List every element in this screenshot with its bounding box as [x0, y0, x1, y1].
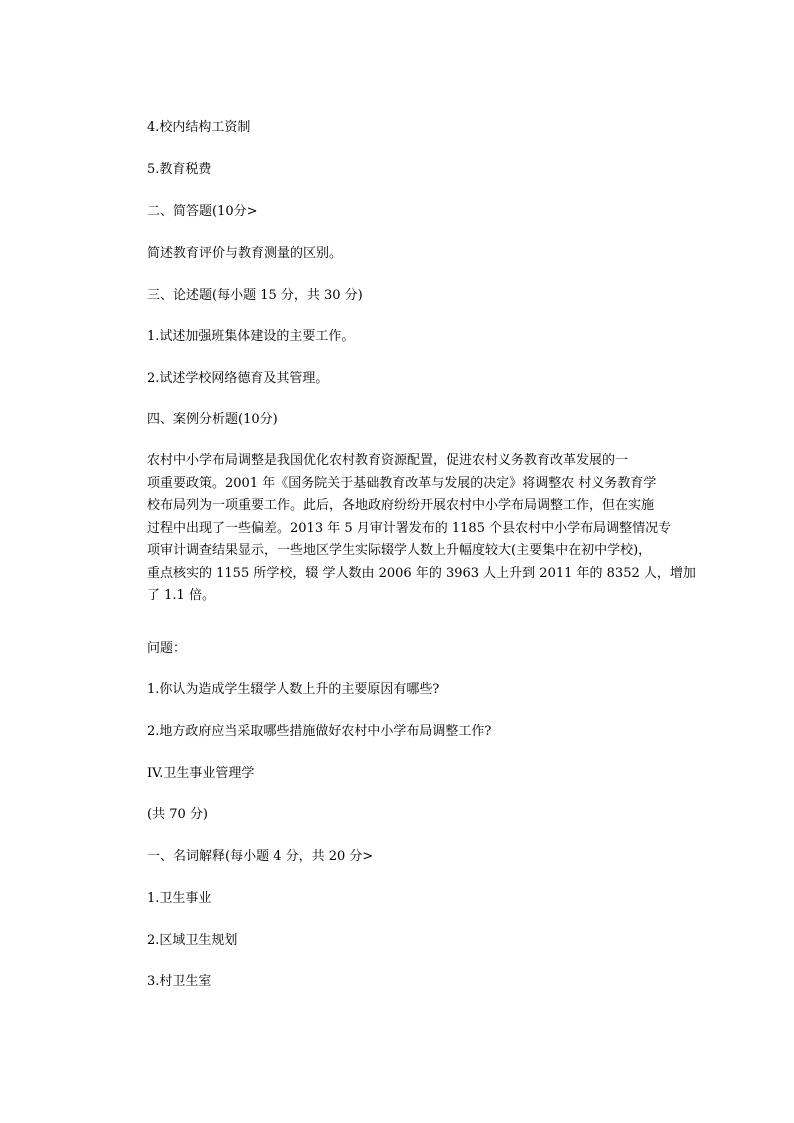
case-line: 过程中出现了一些偏差。2013 年 5 月审计署发布的 1185 个县农村中小学布局调整情况专 — [147, 520, 672, 536]
subject-total-score: (共 70 分) — [147, 807, 208, 822]
short-answer-question: 简述教育评价与教育测量的区别。 — [147, 246, 343, 261]
case-question-1: 1.你认为造成学生辍学人数上升的主要原因有哪些? — [147, 682, 440, 697]
case-question-2: 2.地方政府应当采取哪些措施做好农村中小学布局调整工作? — [147, 724, 492, 739]
term-2: 2.区域卫生规划 — [147, 933, 238, 948]
case-paragraph — [147, 450, 696, 608]
case-line: 校布局列为一项重要工作。此后，各地政府纷纷开展农村中小学布局调整工作，但在实施 — [147, 498, 655, 513]
case-line: 项审计调查结果显示，一些地区学生实际辍学人数上升幅度较大(主要集中在初中学校)， — [147, 543, 652, 558]
case-line: 农村中小学布局调整是我国优化农村教育资源配置，促进农村义务教育改革发展的一 — [147, 453, 629, 468]
section-heading-case-analysis: 四、案例分析题(10分) — [147, 412, 278, 427]
term-3: 3.村卫生室 — [147, 974, 212, 989]
case-line: 了 1.1 倍。 — [147, 588, 215, 603]
section-heading-terms: 一、名词解释(每小题 4 分，共 20 分> — [147, 849, 374, 864]
essay-question-2: 2.试述学校网络德育及其管理。 — [147, 371, 329, 386]
item-5: 5.教育税费 — [147, 162, 212, 177]
section-heading-essay: 三、论述题(每小题 15 分，共 30 分) — [147, 288, 363, 303]
term-1: 1.卫生事业 — [147, 891, 212, 906]
questions-label: 问题： — [147, 641, 187, 656]
subject-title: IV.卫生事业管理学 — [147, 766, 255, 781]
case-line: 项重要政策。2001 年《国务院关于基础教育改革与发展的决定》将调整农 村义务教育学 — [147, 475, 657, 491]
item-4: 4.校内结构工资制 — [147, 120, 251, 135]
section-heading-short-answer: 二、简答题(10分> — [147, 204, 258, 219]
case-line: 重点核实的 1155 所学校，辍 学人数由 2006 年的 3963 人上升到 2011 年的 8352 人，增加 — [147, 565, 696, 581]
essay-question-1: 1.试述加强班集体建设的主要工作。 — [147, 329, 355, 344]
